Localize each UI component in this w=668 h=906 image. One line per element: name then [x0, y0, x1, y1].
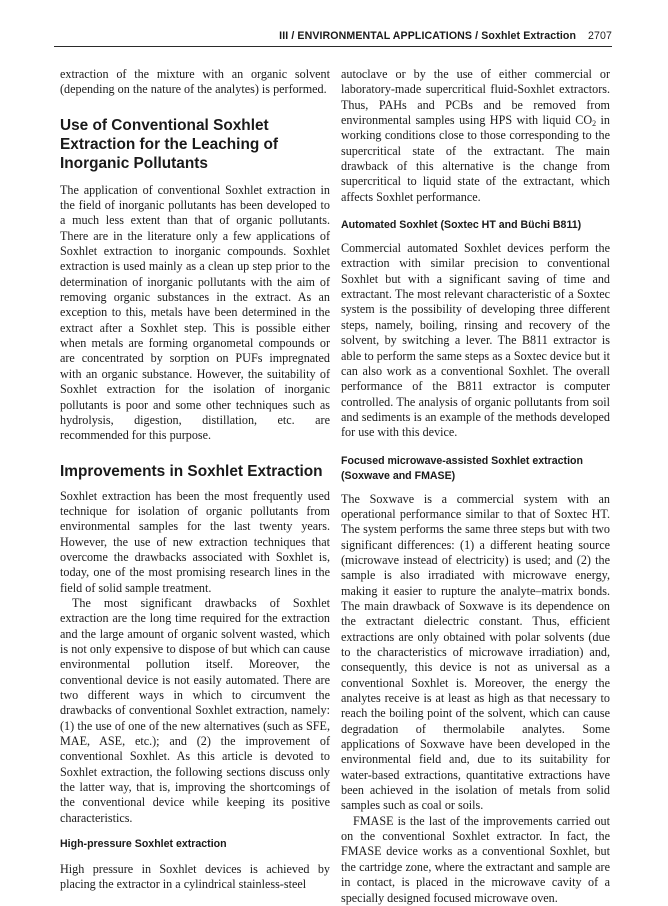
running-title: III / ENVIRONMENTAL APPLICATIONS / Soxhlet Extraction — [279, 30, 577, 42]
left-column — [60, 67, 330, 893]
section-heading-improvements: Improvements in Soxhlet Extraction — [60, 462, 323, 480]
header-rule — [54, 46, 612, 47]
conventional-paragraph: The application of conventional Soxhlet extraction in the field of inorganic pollutants has been developed to a much less extent than that of organic pollutants. There are in the literature only a few applications of Soxhlet extraction to inorganic compounds. Soxhlet extraction is used mainly as a clean up step prior to the determination of inorganic pollutants with the aim of removing organic substances in the extract. As an exception to this, metals have been determined in the extract after a Soxhlet step. This is possible either when metals are forming organometal compounds or are concentrated by sorption on PUFs impregnated with an organic substance. However, the suitability of Soxhlet extraction for the isolation of inorganic pollutants is poor and some other techniques such as hydrolysis, digestion, distillation, etc. are recommended for this purpose. — [60, 182, 330, 443]
section-heading-conventional: Use of Conventional Soxhlet Extraction for the Leaching of Inorganic Pollutants — [60, 116, 279, 172]
autoclave-paragraph — [341, 67, 610, 205]
autoclave-text-a: autoclave or by the use of either commercial or laboratory-made supercritical fluid-Soxhlet extractors. Thus, PAHs and PCBs and be removed from environmental samples using HPS with liquid CO — [341, 67, 610, 128]
subheading-microwave: Focused microwave-assisted Soxhlet extraction (Soxwave and FMASE) — [341, 454, 583, 482]
subheading-automated: Automated Soxhlet (Soxtec HT and Büchi B811) — [341, 219, 582, 232]
subheading-high-pressure: High-pressure Soxhlet extraction — [60, 838, 227, 851]
autoclave-text-b: in working conditions close to those corresponding to the supercritical state of the extractant. The main drawback of this alternative is the change from supercritical to liquid state of the extractant, which affects Soxhlet performance. — [341, 113, 610, 204]
high-pressure-paragraph: High pressure in Soxhlet devices is achieved by placing the extractor in a cylindrical stainless-steel — [60, 862, 330, 892]
fmase-paragraph: FMASE is the last of the improvements carried out on the conventional Soxhlet extractor. In fact, the FMASE device works as a conventional Soxhlet, but the cartridge zone, where the extractant and sample are in contact, is placed in the microwave cavity of a specially designed focused microwave oven. — [341, 813, 610, 905]
page-number: 2707 — [588, 30, 612, 42]
intro-paragraph: extraction of the mixture with an organic solvent (depending on the nature of the analytes) is performed. — [60, 67, 330, 97]
automated-paragraph: Commercial automated Soxhlet devices perform the extraction with similar precision to conventional Soxhlet but with a significant saving of time and extractant. The most relevant characteristic of a Soxtec system is the possibility of developing three different steps, namely, boiling, rinsing and recovery of the solvent, by switching a lever. The B811 extractor is able to perform the same steps as a Soxtec device but it can also work as a conventional Soxhlet. The overall performance of the B811 extractor is computer controlled. The analysis of organic pollutants from soil and sediments is an example of the methods developed for use with this device. — [341, 241, 610, 440]
soxwave-paragraph: The Soxwave is a commercial system with an operational performance similar to that of Soxtec HT. The system performs the same three steps but with two significant differences: (1) a different heating source (microwave instead of electricity) is used; and (2) the sample is also irradiated with microwave energy, making it easier to rupture the analyte–matrix bonds. The main drawback of Soxwave is its dependence on the extractant dielectric constant. Thus, efficient extractions are only obtained with polar solvents (due to the characteristics of microwave irradiation) and, consequently, this device is not as universal as a conventional Soxhlet is. Moreover, the energy the analytes receive is at least as high as that necessary to reach the boiling point of the solvent, which can cause degradation of thermolabile analytes. Some applications of Soxwave have been developed in the environmental field and, due to its suitability for water-based extractions, quantitative extractions have been achieved in the isolation of metals from solid samples such as coal or soils. — [341, 491, 610, 813]
subscript-2: 2 — [592, 119, 597, 129]
improvements-paragraph-2: The most significant drawbacks of Soxhlet extraction are the long time required for the extraction and the large amount of organic solvent wasted, which is not only expensive to dispose of but which can cause environmental pollution itself. Moreover, the conventional device is not easily automated. There are two different ways in which to circumvent the drawbacks of conventional Soxhlet extraction, namely: (1) the use of one of the new alternatives (such as SFE, MAE, ASE, etc.); and (2) the improvement of conventional Soxhlet. As this article is devoted to Soxhlet extraction, the following sections discuss only the latter way, that is, improving the shortcomings of the conventional device while keeping its positive characteristics. — [60, 595, 330, 825]
improvements-paragraph-1: Soxhlet extraction has been the most frequently used technique for isolation of organic pollutants from environmental samples for the last twenty years. However, the use of new extraction techniques that overcome the drawbacks associated with Soxhlet is, today, one of the most promising research lines in the field of solid sample treatment. — [60, 488, 330, 595]
right-column — [341, 67, 610, 906]
